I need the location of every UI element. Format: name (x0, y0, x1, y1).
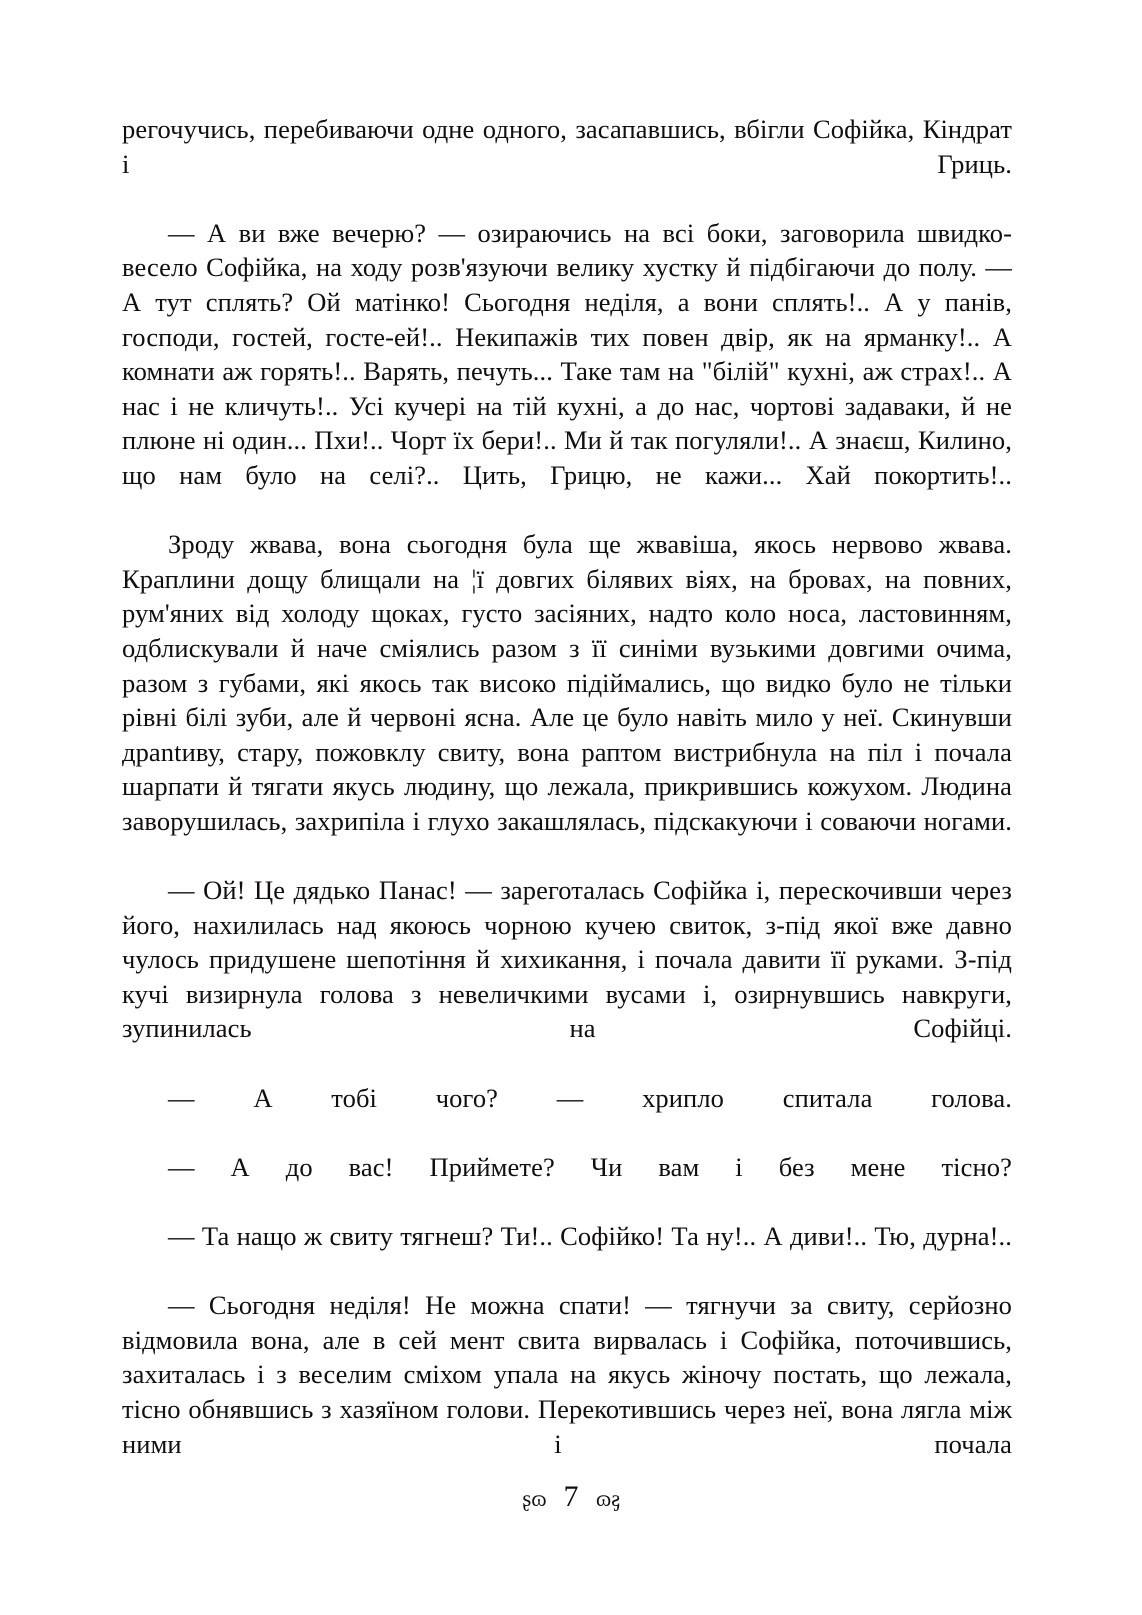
paragraph: — А ви вже вечерю? — озираючись на всі боки, заговорила швидко-весело Софійка, на ходу розв'язуючи велику хустку й підбігаючи до полу. — А тут сплять? Ой матінко! Сьогодня неділя, а вони сплять!.. А у панів, господи, гостей, госте-ей!.. Некипажів тих повен двір, як на ярманку!.. А комнати аж горять!.. Варять, печуть... Таке там на "білій" кухні, аж страх!.. А нас і не кличуть!.. Усі кучері на тій кухні, а до нас, чортові задаваки, й не плюне ні один... Пхи!.. Чорт їх бери!.. Ми й так погуляли!.. А знаєш, Килино, що нам було на селі?.. Цить, Грицю, не кажи... Хай покортить!.. (122, 217, 1012, 490)
paragraph: — А до вас! Приймете? Чи вам і без мене тісно? (168, 1151, 1012, 1182)
paragraph: Зроду жвава, вона сьогодня була ще жвавіша, якось нервово жвава. Краплини дощу блищали на ¦ї довгих білявих віях, на бровах, на повних, рум'яних від холоду щоках, густо засіяних, надто коло носа, ластовинням, одблискували й наче сміялись разом з її синіми вузькими довгими очима, разом з губами, які якось так високо підіймались, що видко було не тільки рівні білі зуби, але й червоні ясна. Але це було навіть мило у неї. Скинувши драntиву, стару, пожовклу свиту, вона раптом вистрибнула на піл і почала шарпати й тягати якусь людину, що лежала, прикрившись кожухом. Людина заворушилась, захрипіла і глухо закашлялась, підскакуючи і соваючи ногами. (122, 529, 1012, 836)
paragraph: — А тобі чого? — хрипло спитала голова. (168, 1082, 1012, 1113)
page-number: 7 (563, 1480, 579, 1513)
ornament-left-icon: ʂɷ (522, 1485, 547, 1511)
paragraph: — Сьогодня неділя! Не можна спати! — тягнучи за свиту, серйозно відмовила вона, але в сей мент свита вирвалась і Софійка, поточившись, захиталась і з веселим сміхом упала на якусь жіночу постать, що лежала, тісно обнявшись з хазяїном голови. Перекотившись через неї, вона лягла між ними і почала (122, 1290, 1012, 1459)
paragraph: — Та нащо ж свиту тягнеш? Ти!.. Софійко! Та ну!.. А диви!.. Тю, дурна!.. (168, 1221, 1012, 1251)
ornament-right-icon (596, 1487, 620, 1510)
ornament-right-glyph: ʂɷ (595, 1485, 620, 1511)
page-text-block (122, 112, 1012, 1496)
paragraph: регочучись, перебиваючи одне одного, засапавшись, вбігли Софійка, Кіндрат і Гриць. (122, 114, 1012, 179)
paragraph: — Ой! Це дядько Панас! — зареготалась Софійка і, перескочивши через його, нахилилась над якоюсь чорною кучею свиток, з-під якої вже давно чулось придушене шепотіння й хихикання, і почала давити її руками. З-під кучі визирнула голова з невеличкими вусами і, озирнувшись навкруги, зупинилась на Софійці. (122, 875, 1012, 1044)
page-footer (0, 1482, 1142, 1512)
